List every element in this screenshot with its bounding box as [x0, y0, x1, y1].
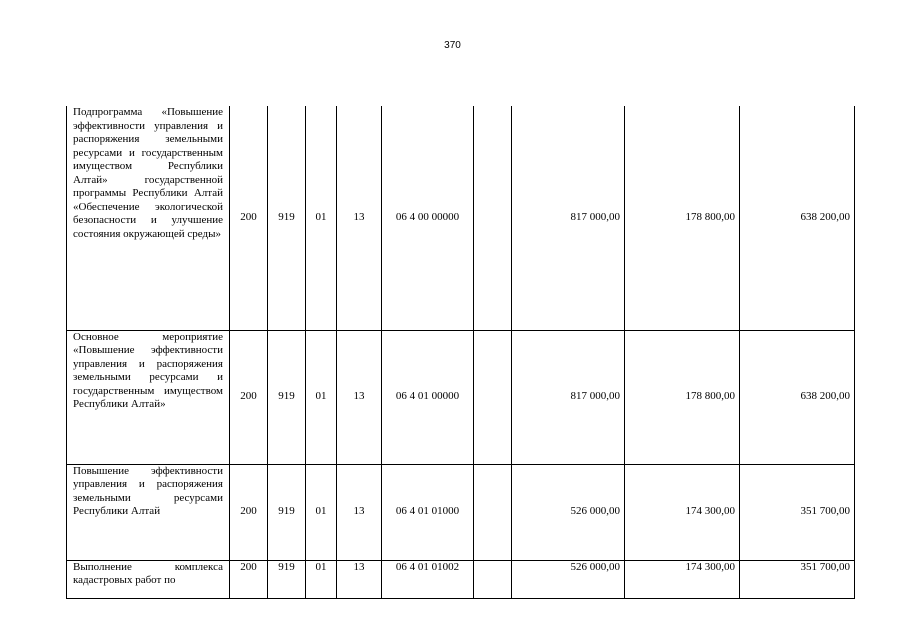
row-amount2	[625, 560, 740, 598]
row-code4: 13	[337, 464, 382, 560]
row-amount3: 638 200,00	[740, 330, 855, 464]
row-code6	[474, 330, 512, 464]
row-amount1	[512, 560, 625, 598]
row-code5: 06 4 00 00000	[382, 106, 474, 330]
row-amount3	[740, 560, 855, 598]
page-number: 370	[444, 40, 461, 51]
row-code1: 200	[230, 330, 268, 464]
row-amount2: 178 800,00	[625, 330, 740, 464]
row-name: Основное мероприятие «Повышение эффективности управления и распоряжения земельными ресурсами и государственным имуществом Республики Алтай»	[67, 330, 230, 464]
row-code5: 06 4 01 01000	[382, 464, 474, 560]
row-code2	[268, 560, 306, 598]
table-row	[67, 560, 855, 598]
row-code5-text: 06 4 01 01002	[395, 560, 460, 573]
row-code3	[306, 560, 337, 598]
row-name: Повышение эффективности управления и распоряжения земельными ресурсами Республики Алтай	[67, 464, 230, 560]
row-code4: 13	[337, 330, 382, 464]
row-code1: 200	[230, 106, 268, 330]
row-code6	[474, 106, 512, 330]
row-code2-text: 919	[278, 560, 295, 573]
table-row	[67, 330, 855, 464]
row-code5	[382, 560, 474, 598]
row-code1-text: 200	[240, 560, 257, 573]
row-amount2-text: 174 300,00	[685, 560, 735, 573]
row-amount2: 174 300,00	[625, 464, 740, 560]
row-amount1: 817 000,00	[512, 330, 625, 464]
row-code4	[337, 560, 382, 598]
row-amount3: 351 700,00	[740, 464, 855, 560]
row-code3: 01	[306, 106, 337, 330]
row-code2: 919	[268, 330, 306, 464]
row-code2: 919	[268, 464, 306, 560]
row-code6	[474, 464, 512, 560]
row-code1	[230, 560, 268, 598]
row-name: Подпрограмма «Повышение эффективности управления и распоряжения земельными ресурсами и государственным имуществом Республики Алтай» государственной программы Республики Алтай «Обеспечение экологической безопасности и улучшение состояния окружающей среды»	[67, 106, 230, 330]
row-code3: 01	[306, 464, 337, 560]
table-row	[67, 106, 855, 330]
row-code6	[474, 560, 512, 598]
row-code4-text: 13	[353, 560, 365, 573]
row-amount3-text: 351 700,00	[800, 560, 850, 573]
row-amount3: 638 200,00	[740, 106, 855, 330]
row-code3-text: 01	[315, 560, 327, 573]
row-amount1-text: 526 000,00	[570, 560, 620, 573]
row-name: Выполнение комплекса кадастровых работ по	[67, 560, 230, 598]
row-amount2: 178 800,00	[625, 106, 740, 330]
table-row	[67, 464, 855, 560]
row-code5: 06 4 01 00000	[382, 330, 474, 464]
row-code3: 01	[306, 330, 337, 464]
budget-table	[66, 106, 855, 599]
row-amount1: 526 000,00	[512, 464, 625, 560]
row-code4: 13	[337, 106, 382, 330]
row-code1: 200	[230, 464, 268, 560]
row-amount1: 817 000,00	[512, 106, 625, 330]
row-code2: 919	[268, 106, 306, 330]
